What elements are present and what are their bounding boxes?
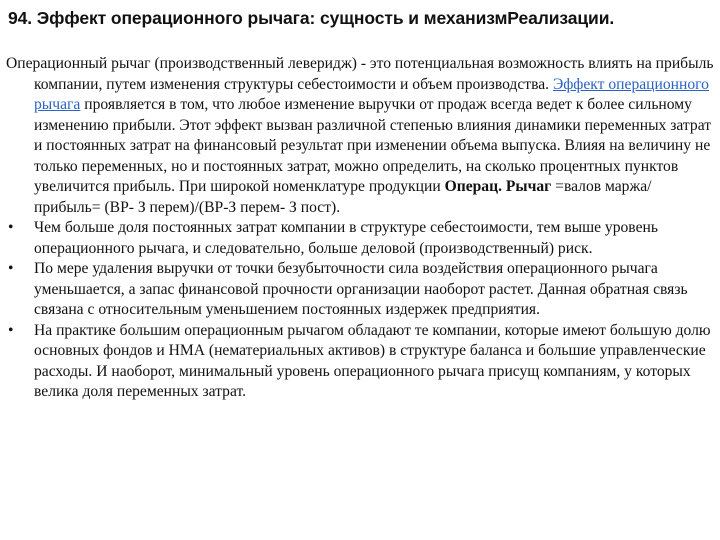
bullet-icon: • [8, 260, 14, 277]
formula-label: Операц. Рычаг [444, 178, 552, 195]
list-item-text: На практике большим операционным рычагом обладают те компании, которые имеют большую долю основных фондов и НМА (нематериальных активов) в структуре баланса и большие управленческие расходы. И наоборот, минимальный уровень операционного рычага присущ компаниям, у которых велика доля переменных затрат. [34, 321, 711, 400]
list-item [6, 321, 714, 403]
operating-leverage-effect-link[interactable]: Эффект операционного рычага [34, 75, 709, 113]
list-item [6, 259, 714, 321]
bullet-icon: • [8, 321, 14, 339]
intro-text-part-2: проявляется в том, что любое изменение выручки от продаж всегда ведет к более сильному изменению прибыли. Этот эффект вызван различной степенью влияния динамики переменных затрат и постоянных затрат на финансовый результат при изменении объема выпуска. Влияя на величину не только переменных, но и постоянных затрат, можно определить, на сколько процентных пунктов увеличится прибыль. При широкой номенклатуре продукции [34, 96, 712, 195]
list-item-text: По мере удаления выручки от точки безубыточности сила воздействия операционного рычага уменьшается, а запас финансовой прочности организации наоборот растет. Данная обратная связь связана с относительным уменьшением постоянных издержек предприятия. [34, 260, 688, 318]
intro-text-part-1: Операционный рычаг (производственный леверидж) - это потенциальная возможность влиять на прибыль компании, путем изменения структуры себестоимости и объем производства. [6, 55, 714, 93]
bullet-list [6, 218, 714, 403]
intro-paragraph [6, 54, 714, 218]
list-item-text: Чем больше доля постоянных затрат компании в структуре себестоимости, тем выше уровень операционного рычага, и следовательно, больше деловой (производственный) риск. [34, 219, 658, 257]
content-body [6, 54, 714, 403]
bullet-icon: • [8, 219, 14, 236]
list-item [6, 218, 714, 259]
page-title: 94. Эффект операционного рычага: сущность и механизмРеализации. [8, 8, 615, 28]
formula-text: =валов маржа/ прибыль= (ВР- З перем)/(ВР-З перем- З пост). [34, 178, 652, 216]
